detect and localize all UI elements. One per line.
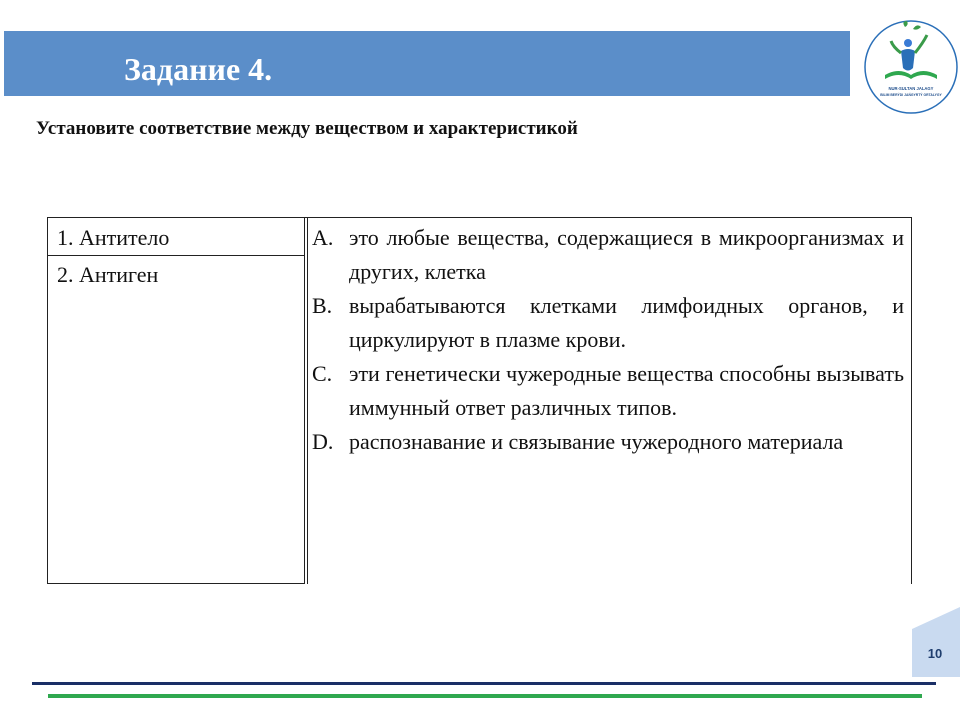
corner-decoration-icon [912,607,960,677]
definition-letter: B. [312,293,333,318]
term-cell-1: 1. Антитело [48,218,304,256]
definitions-list [312,221,904,459]
footer-line-green [48,694,922,698]
table-border-right [911,217,912,584]
definition-text: вырабатываются клетками лимфоидных органов, и циркулируют в плазме крови. [349,293,904,352]
table-border-top [305,217,912,218]
definition-item [312,221,904,289]
task-instruction: Установите соответствие между веществом и характеристикой [36,118,578,139]
slide-title: Задание 4. [124,51,273,87]
definition-letter: C. [312,361,333,386]
definition-letter: D. [312,429,334,454]
definition-item [312,425,904,459]
definition-text: распознавание и связывание чужеродного материала [349,429,844,454]
logo-text-line2: BILIM BERÝDI JAŃGYRTÝ ORTALYGY [880,93,942,97]
university-logo-icon [861,13,960,120]
term-cell-2: 2. Антиген [57,262,159,287]
definition-item [312,357,904,425]
definition-text: эти генетически чужеродные вещества способны вызывать иммунный ответ различных типов. [349,361,904,420]
footer-line-navy [32,682,936,685]
logo-text-line1: NUR-SULTAN JALAGY [888,86,934,91]
definition-letter: A. [312,225,334,250]
definition-item [312,289,904,357]
table-border-middle [307,217,308,584]
definition-text: это любые вещества, содержащиеся в микроорганизмах и других, клетка [349,225,904,284]
page-number: 10 [927,646,943,661]
terms-column [47,217,305,584]
